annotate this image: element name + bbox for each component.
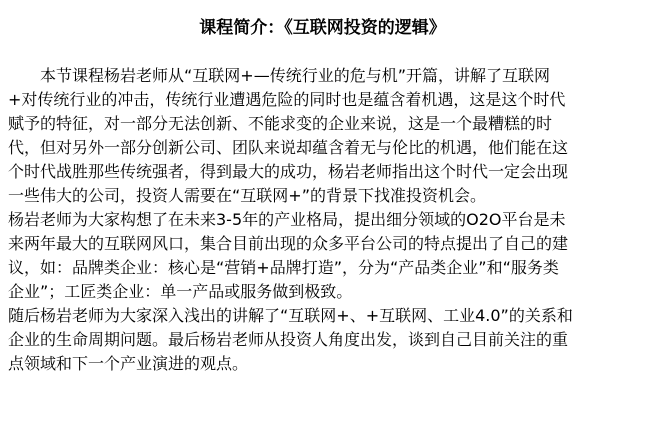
text-line: 随后杨岩老师为大家深入浅出的讲解了“互联网+、+互联网、工业4.0”的关系和 [8, 306, 573, 325]
paragraph-conclusion [8, 304, 637, 376]
course-title: 课程简介：《互联网投资的逻辑》 [199, 18, 446, 38]
text-line: 企业的生命周期问题。最后杨岩老师从投资人角度出发，谈到自己目前关注的重 [8, 330, 569, 349]
text-line: 议，如：品牌类企业：核心是“营销+品牌打造”，分为“产品类企业”和“服务类 [8, 258, 559, 277]
text-line: 代，但对另外一部分创新公司、团队来说却蕴含着无与伦比的机遇，他们能在这 [8, 138, 569, 157]
text-line: 一些伟大的公司，投资人需要在“互联网+”的背景下找准投资机会。 [8, 186, 486, 205]
paragraph-intro [8, 64, 637, 208]
paragraph-industry-outlook [8, 208, 637, 304]
text-line: 来两年最大的互联网风口，集合目前出现的众多平台公司的特点提出了自己的建 [8, 234, 569, 253]
text-line: 赋予的特征，对一部分无法创新、不能求变的企业来说，这是一个最糟糕的时 [8, 114, 553, 133]
text-line: 点领域和下一个产业演进的观点。 [8, 354, 249, 373]
text-line: 个时代战胜那些传统强者，得到最大的成功，杨岩老师指出这个时代一定会出现 [8, 162, 569, 181]
text-line: 本节课程杨岩老师从“互联网+—传统行业的危与机”开篇，讲解了互联网 [40, 66, 550, 85]
text-line: 企业”；工匠类企业：单一产品或服务做到极致。 [8, 282, 353, 301]
text-line: +对传统行业的冲击，传统行业遭遇危险的同时也是蕴含着机遇，这是这个时代 [8, 90, 566, 109]
text-line: 杨岩老师为大家构想了在未来3-5年的产业格局，提出细分领域的O2O平台是未 [8, 210, 566, 229]
